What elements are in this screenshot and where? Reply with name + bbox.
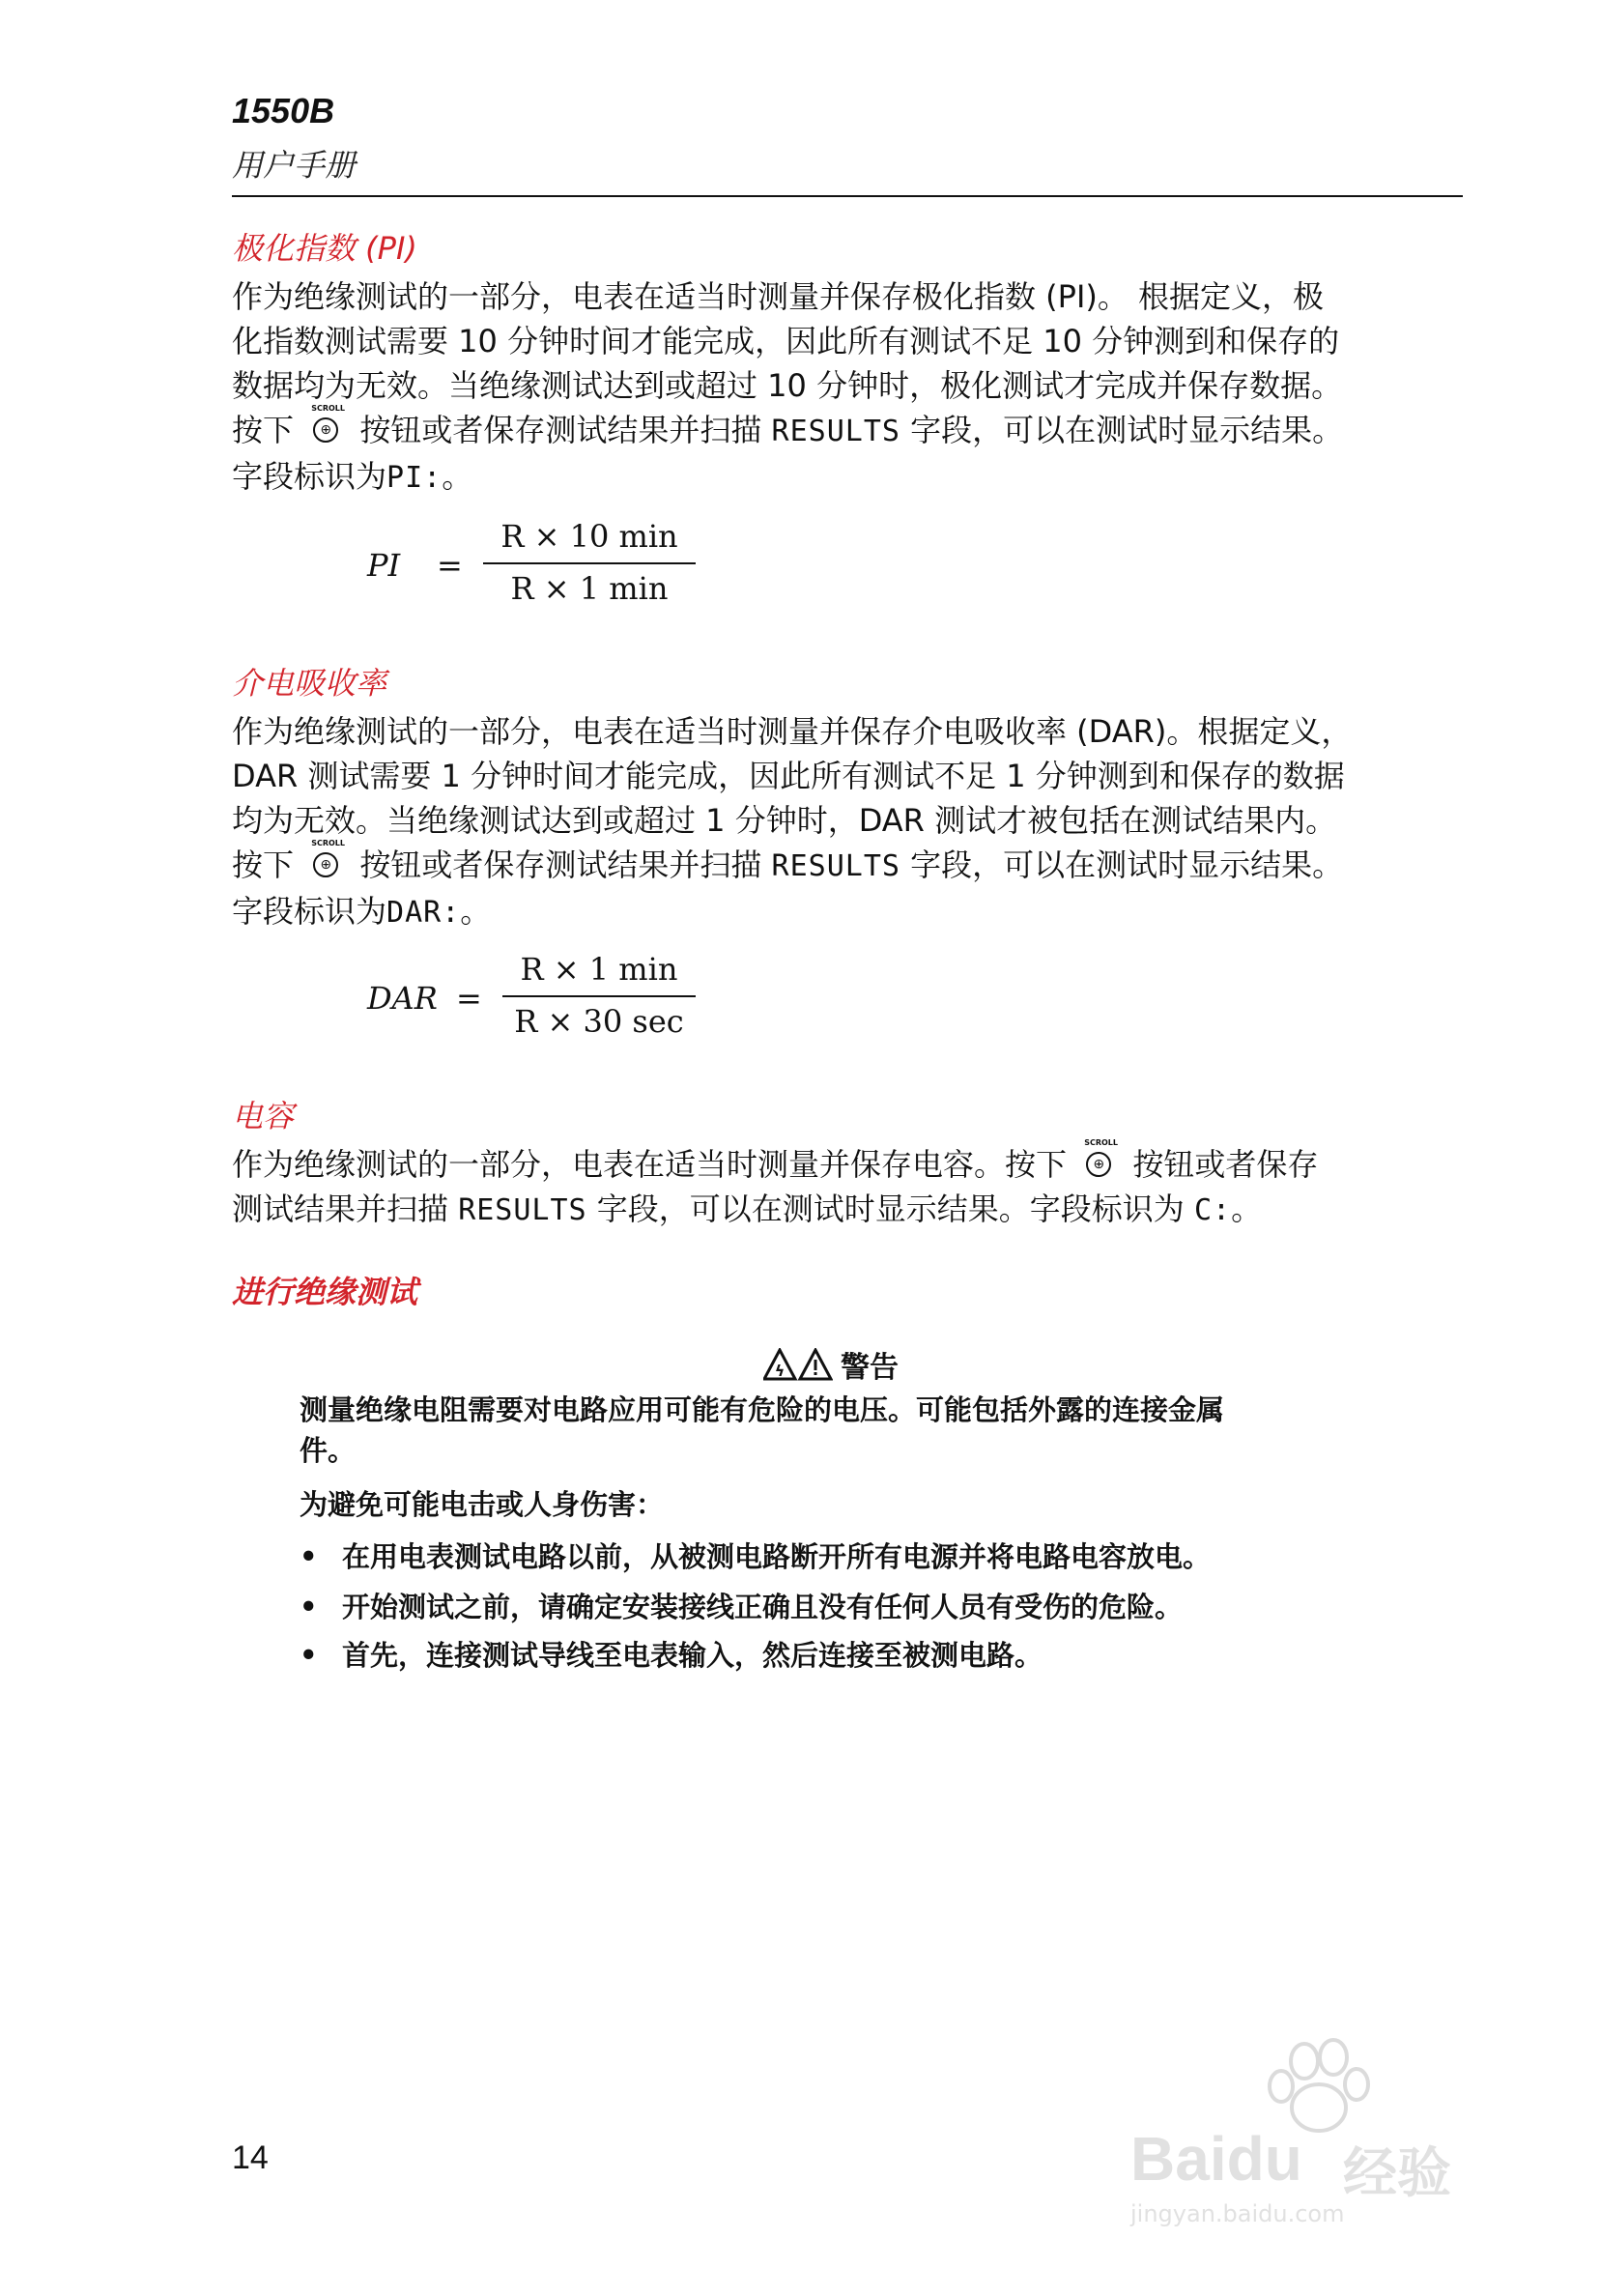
section-title-insulation: 进行绝缘测试 — [232, 1274, 418, 1310]
formula-pi-numerator: R × 10 min — [500, 518, 678, 555]
watermark-url: jingyan.baidu.com — [1130, 2200, 1345, 2227]
cap-text-d: 字段，可以在测试时显示结果。字段标识为 — [596, 1191, 1185, 1227]
pi-line-4 — [232, 404, 1469, 454]
dar-press-text: 按下 — [232, 847, 295, 883]
warning-title: 警告 — [841, 1351, 899, 1385]
list-item: • 在用电表测试电路以前，从被测电路断开所有电源并将电路电容放电。 — [300, 1540, 1212, 1573]
lcd-results-label: RESULTS — [771, 415, 900, 448]
formula-pi — [367, 518, 696, 615]
scroll-button-icon: SCROLL ⊕ — [1080, 1142, 1119, 1181]
dar-line-3: 均为无效。当绝缘测试达到或超过 1 分钟时，DAR 测试才被包括在测试结果内。 — [232, 802, 1337, 839]
pi-period: 。 — [442, 458, 473, 495]
scroll-button-icon: SCROLL ⊕ — [307, 408, 346, 446]
pi-line-1: 作为绝缘测试的一部分，电表在适当时测量并保存极化指数 (PI)。 根据定义，极 — [232, 278, 1325, 315]
cap-line-2 — [232, 1187, 1469, 1233]
cap-text-c: 测试结果并扫描 — [232, 1191, 449, 1227]
section-title-dar: 介电吸收率 — [232, 665, 387, 702]
formula-dar-label: DAR — [367, 980, 438, 1017]
formula-dar-denominator: R × 30 sec — [514, 1003, 684, 1040]
cap-period: 。 — [1231, 1191, 1263, 1227]
lcd-cap-id: C: — [1193, 1193, 1232, 1227]
bullet-text-2: 开始测试之前，请确定安装接线正确且没有任何人员有受伤的危险。 — [342, 1591, 1184, 1623]
section-title-pi: 极化指数 (PI) — [232, 230, 417, 267]
dar-line-4 — [232, 839, 1469, 889]
baidu-watermark — [1111, 2034, 1498, 2227]
formula-dar-equals: = — [456, 980, 482, 1017]
formula-dar-bar — [502, 995, 696, 997]
svg-text:ϟ: ϟ — [774, 1362, 786, 1380]
lcd-results-label: RESULTS — [771, 849, 900, 883]
pi-line-3: 数据均为无效。当绝缘测试达到或超过 10 分钟时，极化测试才完成并保存数据。 — [232, 367, 1343, 404]
dar-id-text: 字段标识为 — [232, 893, 387, 930]
dar-period: 。 — [460, 893, 492, 930]
section-title-capacitance: 电容 — [232, 1098, 295, 1134]
dar-line-1: 作为绝缘测试的一部分，电表在适当时测量并保存介电吸收率 (DAR)。根据定义， — [232, 713, 1353, 750]
formula-dar — [367, 951, 696, 1048]
watermark-brand: Baidu — [1130, 2124, 1302, 2194]
header-rule — [232, 195, 1463, 197]
cap-text-b: 按钮或者保存 — [1132, 1146, 1319, 1183]
scroll-button-icon: SCROLL ⊕ — [307, 843, 346, 881]
dar-line-2: DAR 测试需要 1 分钟时间才能完成，因此所有测试不足 1 分钟测到和保存的数据 — [232, 758, 1345, 794]
pi-field-text: 字段，可以在测试时显示结果。 — [910, 412, 1344, 448]
avoid-text: 为避免可能电击或人身伤害： — [300, 1488, 665, 1521]
bullet-text-1: 在用电表测试电路以前，从被测电路断开所有电源并将电路电容放电。 — [342, 1540, 1212, 1573]
paragraph-pi — [232, 274, 1469, 501]
lcd-results-label: RESULTS — [458, 1193, 587, 1227]
bullet-text-3: 首先，连接测试导线至电表输入，然后连接至被测电路。 — [342, 1639, 1043, 1672]
page-number: 14 — [232, 2139, 269, 2176]
warning-text — [300, 1390, 1420, 1471]
dar-line-5 — [232, 889, 1469, 935]
dar-field-text: 字段，可以在测试时显示结果。 — [910, 847, 1344, 883]
paragraph-capacitance — [232, 1138, 1469, 1233]
pi-id-text: 字段标识为 — [232, 458, 387, 495]
pi-button-text: 按钮或者保存测试结果并扫描 — [359, 412, 762, 448]
formula-pi-equals: = — [437, 547, 463, 584]
list-item: • 首先，连接测试导线至电表输入，然后连接至被测电路。 — [300, 1639, 1043, 1672]
paragraph-dar — [232, 709, 1469, 935]
document-subtitle: 用户手册 — [232, 147, 357, 184]
warning-line-2: 件。 — [300, 1434, 357, 1467]
warning-heading — [763, 1343, 899, 1386]
watermark-cn: 经验 — [1343, 2142, 1451, 2205]
pi-line-2: 化指数测试需要 10 分钟时间才能完成，因此所有测试不足 10 分钟测到和保存的 — [232, 323, 1340, 359]
cap-text-a: 作为绝缘测试的一部分，电表在适当时测量并保存电容。按下 — [232, 1146, 1068, 1183]
warning-hazard-icon — [763, 1348, 833, 1381]
formula-pi-label: PI — [367, 547, 401, 584]
pi-press-text: 按下 — [232, 412, 295, 448]
pi-line-5 — [232, 454, 1469, 501]
formula-dar-numerator: R × 1 min — [520, 951, 678, 988]
list-item: • 开始测试之前，请确定安装接线正确且没有任何人员有受伤的危险。 — [300, 1591, 1184, 1623]
formula-pi-bar — [483, 562, 696, 564]
lcd-pi-id: PI: — [386, 461, 443, 495]
cap-line-1 — [232, 1138, 1469, 1187]
warning-line-1: 测量绝缘电阻需要对电路应用可能有危险的电压。可能包括外露的连接金属 — [300, 1393, 1225, 1426]
dar-button-text: 按钮或者保存测试结果并扫描 — [359, 847, 762, 883]
document-model: 1550B — [232, 91, 335, 130]
lcd-dar-id: DAR: — [386, 896, 461, 930]
formula-pi-denominator: R × 1 min — [510, 570, 669, 607]
